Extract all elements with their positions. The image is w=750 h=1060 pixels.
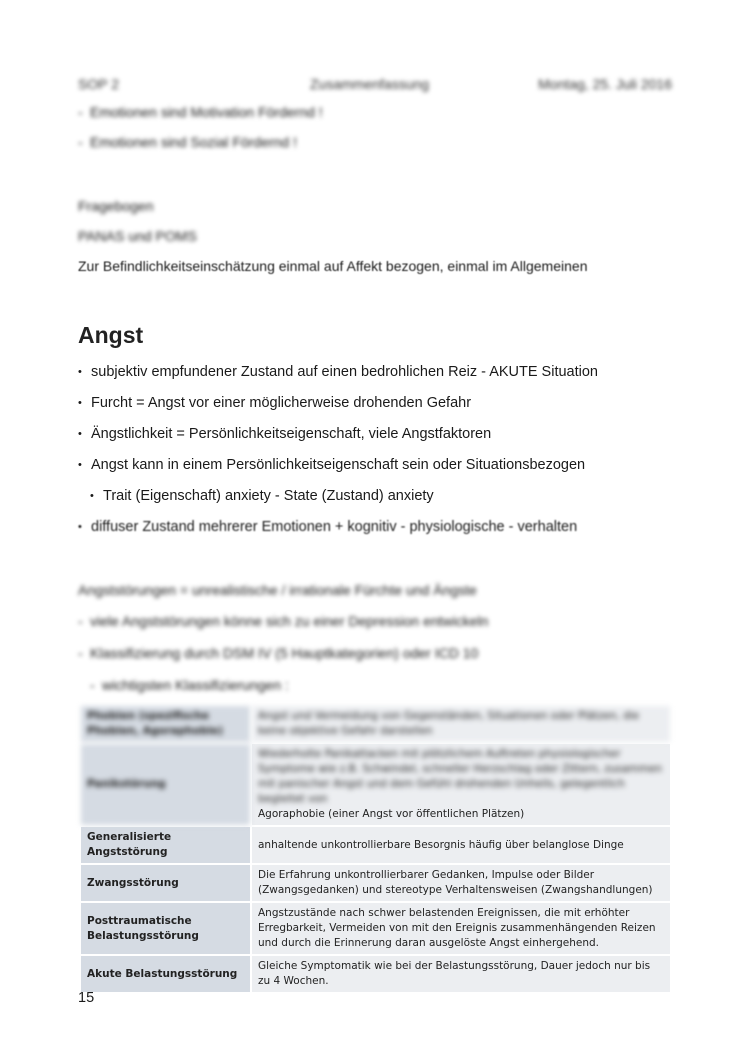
questionnaire-title: Fragebogen: [78, 198, 154, 214]
table-row: [81, 826, 670, 864]
header-title: Zusammenfassung: [310, 76, 430, 92]
table-value-clear: Agoraphobie (einer Angst vor öffentlichen Plätzen): [258, 808, 525, 820]
table-value: Angstzustände nach schwer belastenden Ereignissen, die mit erhöhter Erregbarkeit, Vermeiden von mit den Ereignis zusammenhängenden Reizen und durch die Erinnerung daran ausgelöste Angst einhergehend.: [251, 902, 670, 955]
table-key: Zwangsstörung: [81, 864, 251, 902]
table-row: [81, 864, 670, 902]
section-title-angst: Angst: [78, 322, 144, 348]
table-row: [81, 706, 670, 743]
angst-list: [78, 362, 598, 548]
table-key: Generalisierte Angststörung: [81, 826, 251, 864]
table-key: Akute Belastungsstörung: [81, 955, 251, 993]
disorders-bullet: - viele Angststörungen könne sich zu einer Depression entwickeln: [78, 613, 489, 629]
table-value: Angst und Vermeidung von Gegenständen, Situationen oder Plätzen, die keine objektive Gefahr darstellen: [251, 706, 670, 743]
intro-bullet: - Emotionen sind Sozial Fördernd !: [78, 134, 297, 150]
table-row: [81, 902, 670, 955]
table-value-blurred: Wiederholte Panikattacken mit plötzlichem Auftreten physiologischer Symptome wie z.B. Schwindel, schneller Herzschlag oder Zittern, zusammen mit panischer Angst und dem Gefühl drohenden Unheils, gelegentlich begleitet von: [258, 748, 662, 805]
list-item: • subjektiv empfundener Zustand auf einen bedrohlichen Reiz - AKUTE Situation: [78, 364, 598, 380]
classification-table: [81, 706, 670, 994]
list-item: • Trait (Eigenschaft) anxiety - State (Zustand) anxiety: [90, 488, 434, 504]
intro-bullet: - Emotionen sind Motivation Fördernd !: [78, 104, 323, 120]
disorders-title: Angststörungen = unrealistische / irrationale Fürchte und Ängste: [78, 582, 477, 598]
list-item: • diffuser Zustand mehrerer Emotionen + kognitiv - physiologische - verhalten: [78, 519, 578, 535]
table-key: Posttraumatische Belastungsstörung: [81, 902, 251, 955]
page-number: 15: [78, 990, 95, 1006]
table-key: Phobien (spezifische Phobien, Agoraphobie): [81, 706, 251, 743]
header-date: Montag, 25. Juli 2016: [538, 76, 672, 92]
header-course: SOP 2: [78, 76, 119, 92]
table-value: [251, 743, 670, 826]
table-value: Gleiche Symptomatik wie bei der Belastungsstörung, Dauer jedoch nur bis zu 4 Wochen.: [251, 955, 670, 993]
table-key: Panikstörung: [81, 743, 251, 826]
list-item: • Furcht = Angst vor einer möglicherweise drohenden Gefahr: [78, 395, 472, 411]
table-value: Die Erfahrung unkontrollierbarer Gedanken, Impulse oder Bilder (Zwangsgedanken) und stereotype Verhaltensweisen (Zwangshandlungen): [251, 864, 670, 902]
disorders-bullet: - Klassifizierung durch DSM IV (5 Hauptkategorien) oder ICD 10: [78, 645, 479, 661]
table-value: anhaltende unkontrollierbare Besorgnis häufig über belanglose Dinge: [251, 826, 670, 864]
page-header: [78, 76, 672, 96]
disorders-bullet: - wichtigsten Klassifizierungen :: [90, 677, 289, 693]
questionnaire-subtitle: PANAS und POMS: [78, 228, 197, 244]
questionnaire-text: Zur Befindlichkeitseinschätzung einmal auf Affekt bezogen, einmal im Allgemeinen: [78, 258, 588, 274]
list-item: • Angst kann in einem Persönlichkeitseigenschaft sein oder Situationsbezogen: [78, 457, 586, 473]
table-row: [81, 743, 670, 826]
list-item: • Ängstlichkeit = Persönlichkeitseigenschaft, viele Angstfaktoren: [78, 426, 492, 442]
table-row: [81, 955, 670, 993]
